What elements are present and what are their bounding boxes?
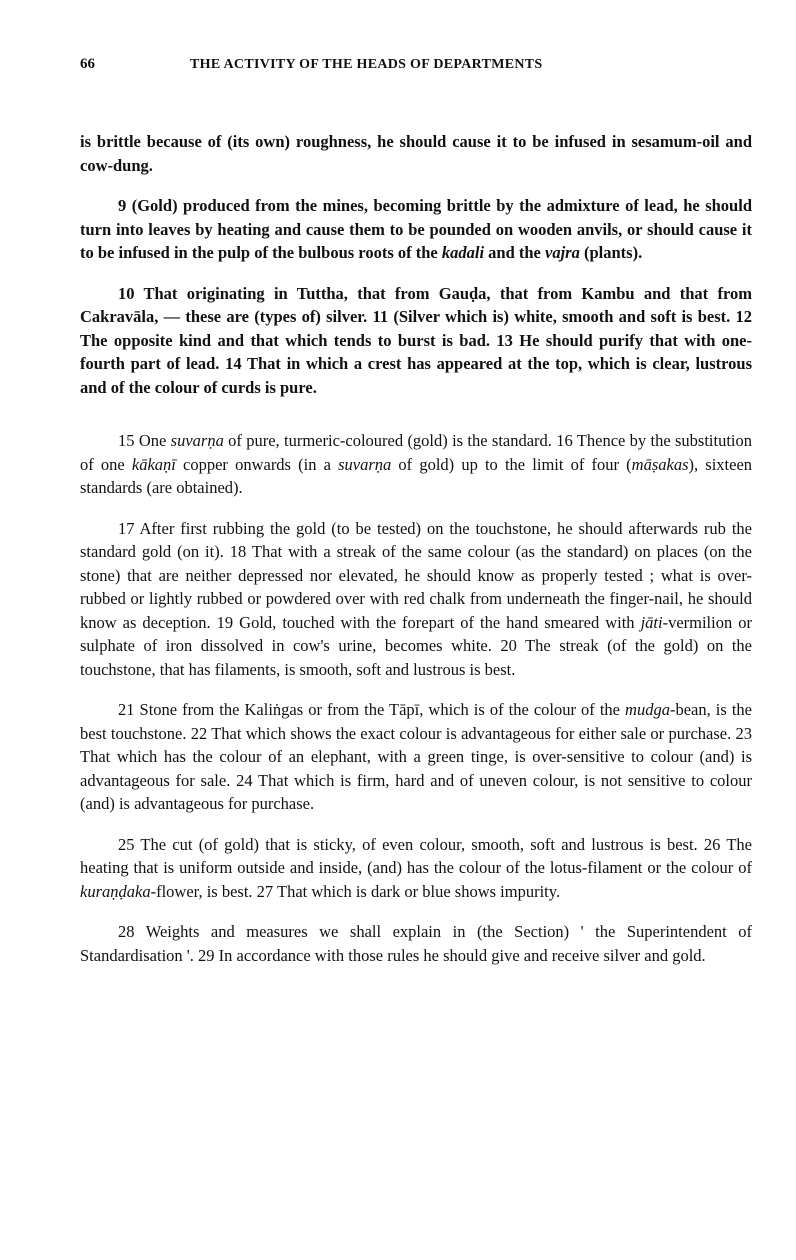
paragraph-continuation: is brittle because of (its own) roughness, he should cause it to be infused in sesamum-oil and cow-dung. (80, 132, 752, 175)
page-number: 66 (80, 56, 95, 72)
running-title: THE ACTIVITY OF THE HEADS OF DEPARTMENTS (190, 57, 543, 72)
body-text (80, 130, 752, 967)
paragraph-9: 9 (Gold) produced from the mines, becoming brittle by the admixture of lead, he should turn into leaves by heating and cause them to be pounded on wooden anvils, or should cause it to be infused in the pulp of the bulbous roots of the kadali and the vajra (plants). (80, 196, 752, 262)
page-header (80, 56, 752, 86)
book-page (80, 56, 752, 984)
paragraph-25-27: 25 The cut (of gold) that is sticky, of even colour, smooth, soft and lustrous is best. 26 The heating that is uniform outside and inside, (and) has the colour of the lotus-filament or the colour of kuraṇḍaka-flower, is best. 27 That which is dark or blue shows impurity. (80, 834, 752, 901)
paragraph-15-16: 15 One suvarṇa of pure, turmeric-coloured (gold) is the standard. 16 Thence by the substitution of one kākaṇī copper onwards (in a suvarṇa of gold) up to the limit of four (māṣakas), sixteen standards (are obtained). (80, 431, 753, 497)
paragraph-17-20: 17 After first rubbing the gold (to be tested) on the touchstone, he should afterwards rub the standard gold (on it). 18 That with a streak of the same colour (as the standard) on places (on the stone) that are neither depressed nor elevated, he should know as properly tested ; what is over-rubbed or lightly rubbed or powdered over with red chalk from underneath the finger-nail, he should know as deception. 19 Gold, touched with the forepart of the hand smeared with jāti-vermilion or sulphate of iron dissolved in cow's urine, becomes white. 20 The streak (of the gold) on the touchstone, that has filaments, is smooth, soft and lustrous is best. (80, 518, 752, 679)
paragraph-10-14: 10 That originating in Tuttha, that from Gauḍa, that from Kambu and that from Cakravāla, — these are (types of) silver. 11 (Silver which is) white, smooth and soft is best. 12 The opposite kind and that which tends to burst is bad. 13 He should purify that with one-fourth part of lead. 14 That in which a crest has appeared at the top, which is clear, lustrous and of the colour of curds is pure. (80, 283, 752, 397)
paragraph-28-29: 28 Weights and measures we shall explain in (the Section) ' the Superintendent of Standardisation '. 29 In accordance with those rules he should give and receive silver and gold. (80, 922, 752, 965)
paragraph-21-24: 21 Stone from the Kaliṅgas or from the Tāpī, which is of the colour of the mudga-bean, is the best touchstone. 22 That which shows the exact colour is advantageous for either sale or purchase. 23 That which has the colour of an elephant, with a green tinge, is over-sensitive to colour (and) is advantageous for sale. 24 That which is firm, hard and of uneven colour, is not sensitive to colour (and) is advantageous for purchase. (80, 700, 752, 813)
